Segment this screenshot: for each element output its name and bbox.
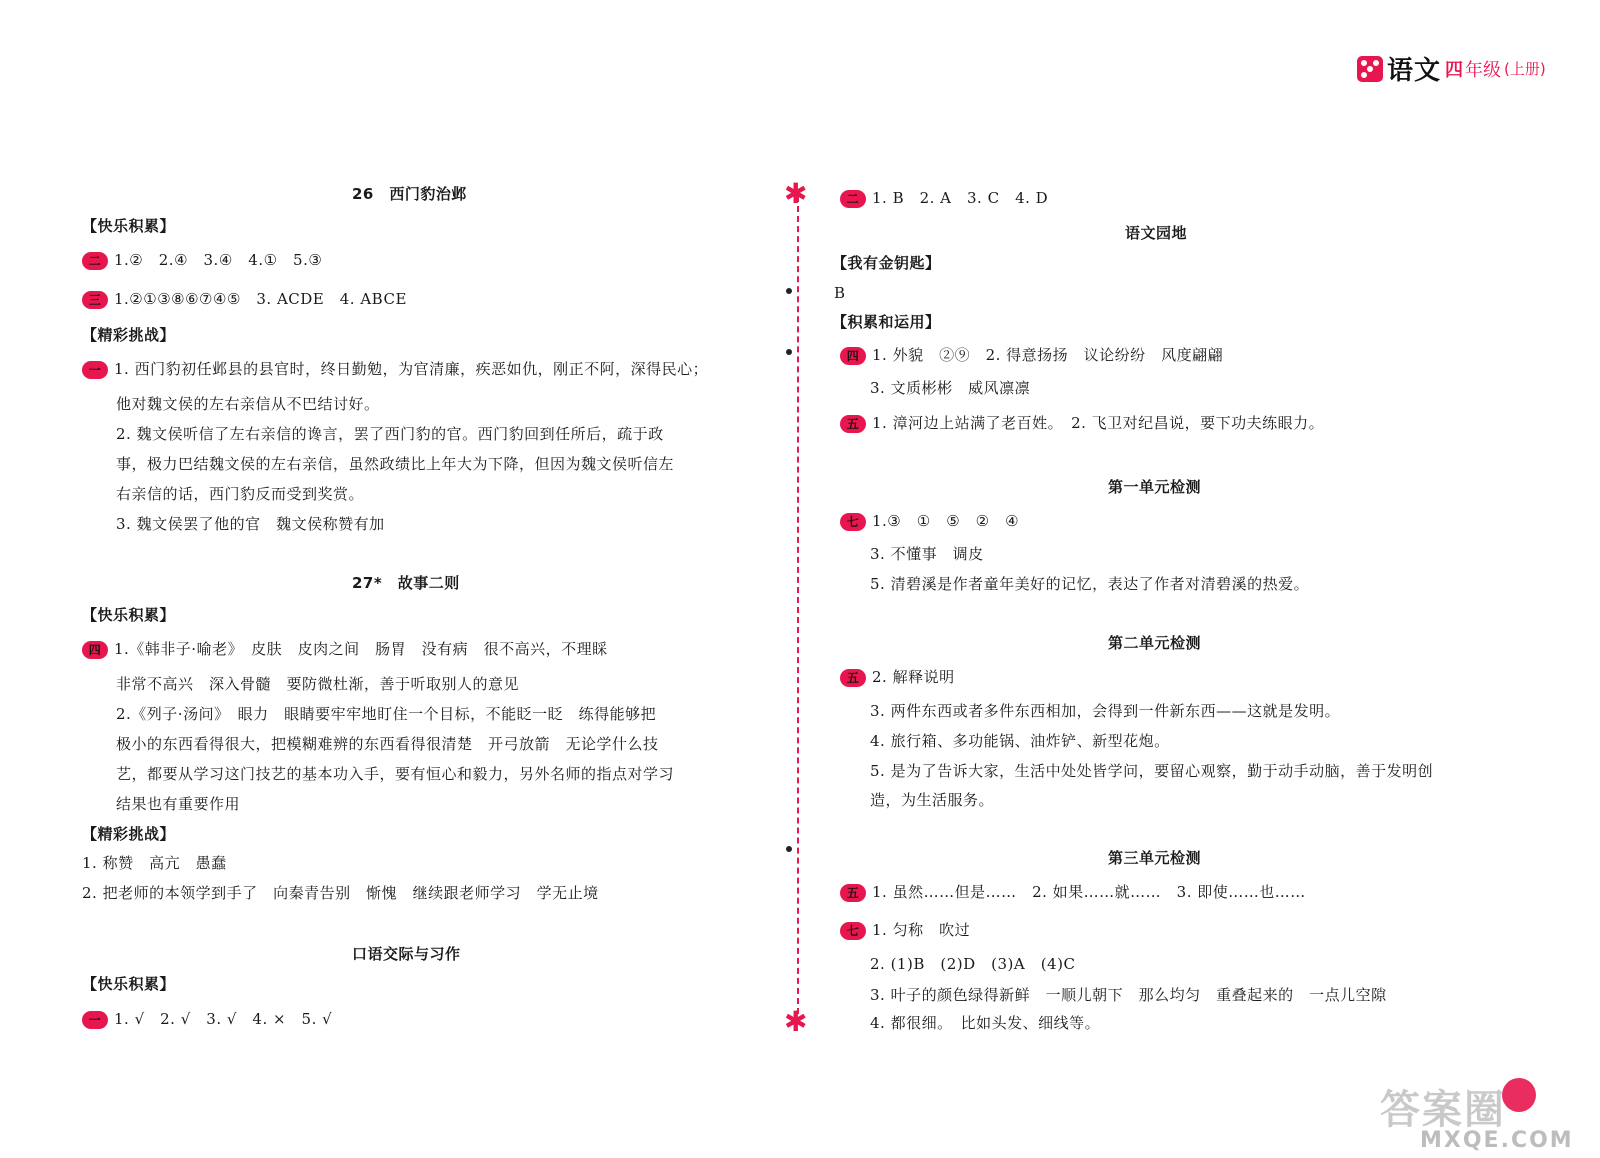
answer-text: 2. 魏文侯听信了左右亲信的谗言，罢了西门豹的官。西门豹回到任所后，疏于政 (116, 425, 664, 443)
question-badge: 五 (840, 669, 866, 687)
section-heading: 【快乐积累】 (82, 975, 176, 993)
answer-text: 1. 匀称 吹过 (872, 921, 971, 939)
answer-text: 5. 是为了告诉大家，生活中处处皆学问，要留心观察，勤于动手动脑，善于发明创 (870, 762, 1434, 780)
question-badge: 二 (82, 252, 108, 270)
answer-text: 1. 称赞 高亢 愚蠢 (82, 854, 227, 872)
dot-marker (786, 846, 792, 852)
answer-text: 他对魏文侯的左右亲信从不巴结讨好。 (116, 395, 380, 413)
answer-line (840, 344, 1223, 366)
answer-text: 3. 两件东西或者多件东西相加，会得到一件新东西——这就是发明。 (870, 702, 1341, 720)
lesson-title: 27* 故事二则 (352, 574, 460, 592)
lesson-title: 第三单元检测 (1108, 849, 1202, 867)
answer-text: 2.《列子·汤问》 眼力 眼睛要牢牢地盯住一个目标，不能眨一眨 练得能够把 (116, 705, 657, 723)
answer-text: 2. 把老师的本领学到手了 向秦青告别 惭愧 继续跟老师学习 学无止境 (82, 884, 599, 902)
answer-text: 2. 解释说明 (872, 668, 955, 686)
answer-text: 5. 清碧溪是作者童年美好的记忆，表达了作者对清碧溪的热爱。 (870, 575, 1310, 593)
answer-line (840, 510, 1019, 532)
answer-text: B (834, 284, 846, 302)
answer-text: 1.②①③⑧⑥⑦④⑤ 3. ACDE 4. ABCE (114, 290, 407, 308)
lesson-title: 26 西门豹治邺 (352, 185, 467, 203)
answer-line (840, 666, 955, 688)
answer-text: 1.③ ① ⑤ ② ④ (872, 512, 1020, 530)
question-badge: 五 (840, 415, 866, 433)
section-heading: 【快乐积累】 (82, 217, 176, 235)
answer-line (82, 1008, 332, 1030)
section-heading: 【精彩挑战】 (82, 326, 176, 344)
watermark-url: MXQE.COM (1420, 1128, 1574, 1153)
answer-line (82, 358, 708, 380)
answer-text: 1. B 2. A 3. C 4. D (872, 189, 1049, 207)
lesson-title: 语文园地 (1125, 224, 1188, 242)
answer-text: 1.《韩非子·喻老》 皮肤 皮肉之间 肠胃 没有病 很不高兴，不理睬 (114, 640, 608, 658)
answer-line (840, 881, 1306, 903)
lesson-title: 第一单元检测 (1108, 478, 1202, 496)
lesson-title: 第二单元检测 (1108, 634, 1202, 652)
question-badge: 四 (840, 347, 866, 365)
answer-text: 1. 虽然……但是…… 2. 如果……就…… 3. 即使……也…… (872, 883, 1306, 901)
page-marker (1502, 1078, 1536, 1112)
answer-text: 极小的东西看得很大，把模糊难辨的东西看得很清楚 开弓放箭 无论学什么技 (116, 735, 659, 753)
answer-line (82, 638, 608, 660)
answer-text: 1. 漳河边上站满了老百姓。 2. 飞卫对纪昌说，要下功夫练眼力。 (872, 414, 1325, 432)
section-heading: 【我有金钥匙】 (832, 254, 941, 272)
asterisk-icon: ✱ (784, 177, 808, 210)
question-badge: 七 (840, 922, 866, 940)
section-heading: 【积累和运用】 (832, 313, 941, 331)
answer-text: 艺，都要从学习这门技艺的基本功入手，要有恒心和毅力，另外名师的指点对学习 (116, 765, 675, 783)
answer-text: 2. (1)B (2)D (3)A (4)C (870, 955, 1076, 973)
answer-text: 4. 都很细。 比如头发、细线等。 (870, 1014, 1101, 1032)
dot-marker (786, 349, 792, 355)
answer-text: 3. 不懂事 调皮 (870, 545, 984, 563)
grade-label: 年级 (1465, 59, 1502, 81)
answer-text: 事，极力巴结魏文侯的左右亲信，虽然政绩比上年大为下降，但因为魏文侯听信左 (116, 455, 675, 473)
book-logo (1357, 50, 1546, 87)
subject-label: 语文 (1387, 56, 1442, 86)
grade-number: 四 (1445, 59, 1464, 81)
answer-text: 造，为生活服务。 (870, 791, 995, 809)
answer-text: 1. 外貌 ②⑨ 2. 得意扬扬 议论纷纷 风度翩翩 (872, 346, 1224, 364)
section-heading: 【精彩挑战】 (82, 825, 176, 843)
answer-text: 右亲信的话，西门豹反而受到奖赏。 (116, 485, 365, 503)
question-badge: 四 (82, 641, 108, 659)
answer-text: 1. √ 2. √ 3. √ 4. × 5. √ (114, 1010, 333, 1028)
lesson-title: 口语交际与习作 (352, 945, 461, 963)
question-badge: 一 (82, 361, 108, 379)
answer-text: 非常不高兴 深入骨髓 要防微杜渐，善于听取别人的意见 (116, 675, 520, 693)
answer-text: 3. 魏文侯罢了他的官 魏文侯称赞有加 (116, 515, 385, 533)
section-heading: 【快乐积累】 (82, 606, 176, 624)
answer-text: 3. 叶子的颜色绿得新鲜 一顺儿朝下 那么均匀 重叠起来的 一点儿空隙 (870, 986, 1387, 1004)
question-badge: 二 (840, 190, 866, 208)
volume-label: (上册) (1504, 60, 1546, 78)
answer-text: 结果也有重要作用 (116, 795, 241, 813)
question-badge: 七 (840, 513, 866, 531)
watermark-text: 答案圈 (1380, 1087, 1506, 1133)
column-divider (797, 196, 799, 1024)
dice-icon (1357, 56, 1383, 82)
question-badge: 五 (840, 884, 866, 902)
answer-text: 3. 文质彬彬 威风凛凛 (870, 379, 1031, 397)
answer-line (840, 187, 1048, 209)
answer-line (82, 288, 407, 310)
question-badge: 三 (82, 291, 108, 309)
answer-line (840, 919, 970, 941)
answer-line (82, 249, 322, 271)
answer-text: 1. 西门豹初任邺县的县官时，终日勤勉，为官清廉，疾恶如仇，刚正不阿，深得民心； (114, 360, 709, 378)
answer-line (840, 412, 1324, 434)
dot-marker (786, 288, 792, 294)
question-badge: 一 (82, 1011, 108, 1029)
asterisk-icon: ✱ (784, 1005, 808, 1038)
answer-text: 1.② 2.④ 3.④ 4.① 5.③ (114, 251, 323, 269)
answer-text: 4. 旅行箱、多功能锅、油炸铲、新型花炮。 (870, 732, 1170, 750)
